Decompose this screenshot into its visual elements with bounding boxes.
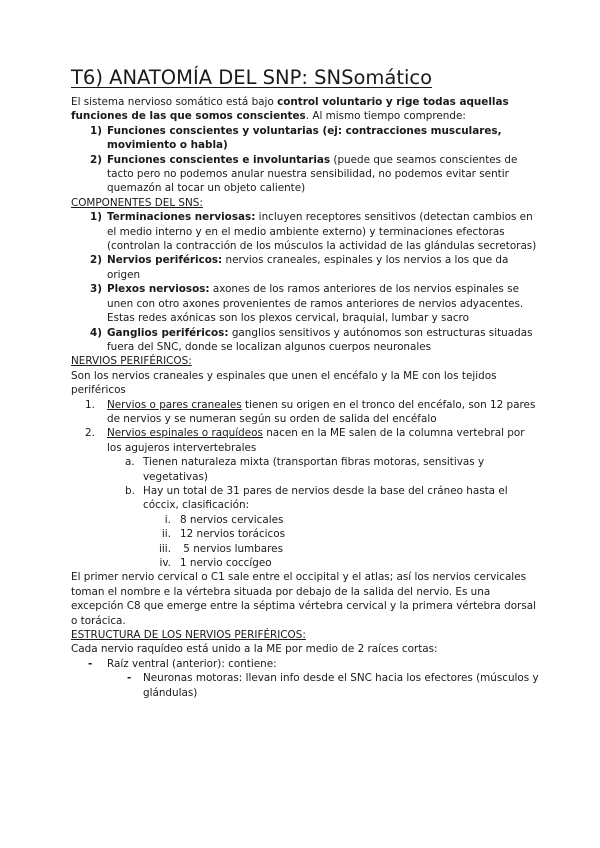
componente-text: axones de los ramos anteriores de los nervios espinales se unen con otro axones provenientes de ramos anteriores de nervios adyacentes. Estas redes axónicas son los plexos cervical, braquial, lumbar y sacro xyxy=(107,283,524,325)
roman-numeral: i. xyxy=(164,513,171,526)
componentes-heading: COMPONENTES DEL SNS: xyxy=(71,196,203,209)
intro-paragraph xyxy=(71,95,541,124)
componente-bold: Ganglios periféricos: xyxy=(107,326,229,339)
list-number: 2. xyxy=(85,427,95,440)
roman-numeral: ii. xyxy=(161,528,171,541)
roman-text: 1 nervio coccígeo xyxy=(180,557,272,569)
componente-bold: Plexos nerviosos: xyxy=(107,283,210,296)
sub-letter: b. xyxy=(125,484,135,497)
nervios-heading: NERVIOS PERIFÉRICOS: xyxy=(71,355,192,368)
list-number: 1) xyxy=(90,124,102,137)
nervio-text: tienen su origen en el tronco del encéfalo, son 12 pares de nervios y se numeran según su orden de salida del encéfalo xyxy=(107,398,536,425)
nervio-underlined: Nervios espinales o raquídeos xyxy=(107,427,263,440)
sub-text: Tienen naturaleza mixta (transportan fibras motoras, sensitivas y vegetativas) xyxy=(143,456,485,483)
componente-bold: Nervios periféricos: xyxy=(107,254,223,267)
componente-text: ganglios sensitivos y autónomos son estructuras situadas fuera del SNC, donde se localizan algunos cuerpos neuronales xyxy=(107,326,533,353)
funcion-item xyxy=(71,124,541,153)
nervios-paragraph: El primer nervio cervical o C1 sale entre el occipital y el atlas; así los nervios cervicales toman el nombre e la vértebra situada por debajo de la salida del nervio. Es una excepción C8 que emerge entre la séptima vértebra cervical y la primera vértebra dorsal o torácica. xyxy=(71,571,536,627)
list-number: 1. xyxy=(85,398,95,411)
componente-item xyxy=(71,253,541,282)
raiz-text: Raíz ventral (anterior): contiene: xyxy=(107,657,277,670)
sub-item xyxy=(71,484,541,513)
intro-text-2: . Al mismo tiempo comprende: xyxy=(305,110,466,123)
roman-item xyxy=(71,527,541,541)
estructura-heading: ESTRUCTURA DE LOS NERVIOS PERIFÉRICOS: xyxy=(71,629,306,642)
roman-item xyxy=(71,513,541,527)
page-title: T6) ANATOMÍA DEL SNP: SNSomático xyxy=(71,66,433,89)
sub-item xyxy=(71,455,541,484)
funcion-bold: Funciones conscientes e involuntarias xyxy=(107,153,331,166)
dash-item xyxy=(71,657,541,671)
nervios-intro: Son los nervios craneales y espinales que unen el encéfalo y la ME con los tejidos periféricos xyxy=(71,369,497,397)
nervio-item xyxy=(71,398,541,427)
neuronas-text: Neuronas motoras: llevan info desde el SNC hacia los efectores (músculos y glándulas) xyxy=(143,672,539,699)
funcion-bold: Funciones conscientes y voluntarias (ej: contracciones musculares, movimiento o habla) xyxy=(107,124,502,152)
roman-numeral: iv. xyxy=(159,557,171,569)
list-number: 3) xyxy=(90,283,102,296)
dash-subitem xyxy=(71,671,541,700)
componente-bold: Terminaciones nerviosas: xyxy=(107,211,256,224)
nervio-underlined: Nervios o pares craneales xyxy=(107,398,242,411)
roman-text: 8 nervios cervicales xyxy=(180,513,284,526)
list-number: 4) xyxy=(90,326,102,339)
sub-letter: a. xyxy=(125,456,135,469)
roman-item xyxy=(71,542,541,556)
list-number: 1) xyxy=(90,211,102,224)
list-number: 2) xyxy=(90,153,102,166)
nervio-text: nacen en la ME salen de la columna vertebral por los agujeros intervertebrales xyxy=(107,427,525,454)
nervio-item xyxy=(71,426,541,455)
list-number: 2) xyxy=(90,254,102,267)
sub-text: Hay un total de 31 pares de nervios desde la base del cráneo hasta el cóccix, clasificación: xyxy=(143,484,508,512)
componente-item xyxy=(71,326,541,355)
roman-text: 5 nervios lumbares xyxy=(180,542,283,555)
estructura-intro: Cada nervio raquídeo está unido a la ME por medio de 2 raíces cortas: xyxy=(71,643,438,656)
componente-text: nervios craneales, espinales y los nervios a los que da origen xyxy=(107,254,509,281)
funcion-item xyxy=(71,153,541,196)
componente-item xyxy=(71,210,541,253)
funcion-text: (puede que seamos conscientes de tacto pero no podemos anular nuestra sensibilidad, no podemos evitar sentir quemazón al tocar un objeto caliente) xyxy=(107,153,518,195)
intro-text-1: El sistema nervioso somático está bajo xyxy=(71,96,278,108)
dash-bullet: - xyxy=(88,657,93,670)
roman-numeral: iii. xyxy=(159,542,171,555)
roman-text: 12 nervios torácicos xyxy=(180,528,286,541)
roman-item xyxy=(71,556,541,570)
componente-item xyxy=(71,282,541,325)
dash-bullet: - xyxy=(127,672,132,685)
document-page xyxy=(71,66,541,700)
componente-text: incluyen receptores sensitivos (detectan cambios en el medio interno y en el medio ambiente externo) y terminaciones efectoras (controlan la contracción de los músculos la actividad de las glándulas secretoras) xyxy=(107,211,537,253)
intro-bold: control voluntario y rige todas aquellas funciones de las que somos conscientes xyxy=(71,96,509,123)
